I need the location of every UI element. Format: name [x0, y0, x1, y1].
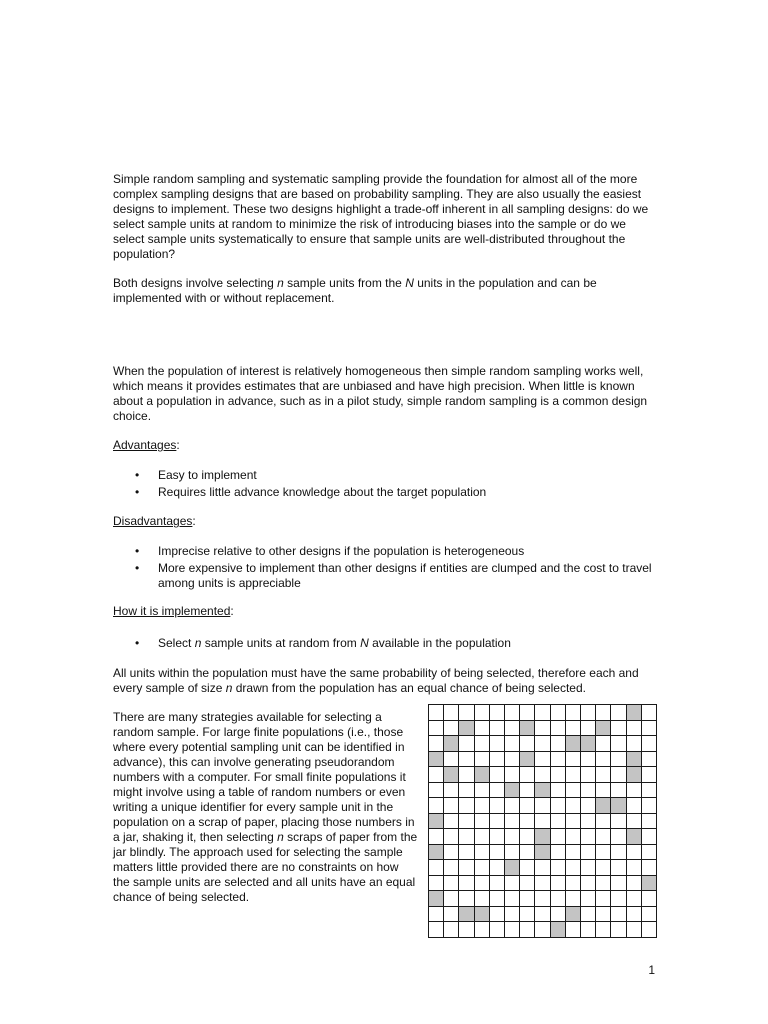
grid-cell [443, 751, 459, 767]
grid-cell [595, 813, 611, 829]
grid-cell [595, 751, 611, 767]
grid-cell [474, 813, 490, 829]
selected-grid-cell [595, 797, 611, 814]
grid-cell [550, 890, 566, 907]
grid-cell [428, 797, 444, 814]
list-item: • Requires little advance knowledge about the target population [113, 485, 658, 500]
grid-cell [626, 720, 642, 736]
grid-cell [474, 797, 490, 814]
grid-cell [489, 844, 505, 860]
grid-cell [641, 704, 657, 721]
grid-cell [428, 875, 444, 891]
grid-cell [595, 875, 611, 891]
grid-cell [565, 782, 581, 798]
grid-cell [626, 813, 642, 829]
grid-cell [534, 797, 551, 814]
grid-cell [595, 735, 611, 752]
list-item: • Easy to implement [113, 468, 658, 483]
grid-cell [565, 751, 581, 767]
grid-cell [595, 766, 611, 783]
grid-cell [550, 704, 566, 721]
grid-cell [504, 735, 520, 752]
grid-cell [580, 890, 596, 907]
selected-grid-cell [519, 751, 535, 767]
grid-cell [641, 813, 657, 829]
grid-cell [565, 766, 581, 783]
grid-cell [534, 813, 551, 829]
grid-cell [610, 875, 627, 891]
grid-cell [443, 782, 459, 798]
advantages-list [113, 468, 658, 502]
grid-cell [489, 906, 505, 922]
grid-cell [443, 844, 459, 860]
implementation-heading: How it is implemented: [113, 604, 234, 618]
list-item: • Select n sample units at random from N available in the population [113, 636, 658, 651]
grid-cell [534, 751, 551, 767]
grid-cell [534, 906, 551, 922]
grid-cell [580, 859, 596, 876]
grid-cell [489, 828, 505, 845]
grid-cell [580, 875, 596, 891]
grid-cell [489, 782, 505, 798]
grid-cell [580, 828, 596, 845]
grid-cell [489, 797, 505, 814]
grid-cell [519, 828, 535, 845]
grid-cell [474, 782, 490, 798]
grid-cell [641, 751, 657, 767]
selected-grid-cell [474, 766, 490, 783]
grid-cell [443, 875, 459, 891]
grid-cell [504, 844, 520, 860]
grid-cell [458, 844, 475, 860]
grid-cell [595, 921, 611, 938]
grid-cell [580, 766, 596, 783]
selected-grid-cell [626, 828, 642, 845]
grid-cell [489, 921, 505, 938]
grid-cell [641, 766, 657, 783]
grid-cell [458, 735, 475, 752]
grid-cell [626, 859, 642, 876]
grid-cell [610, 921, 627, 938]
grid-cell [519, 704, 535, 721]
selected-grid-cell [519, 720, 535, 736]
selected-grid-cell [443, 735, 459, 752]
grid-cell [641, 890, 657, 907]
grid-cell [641, 735, 657, 752]
grid-cell [474, 704, 490, 721]
grid-cell [519, 782, 535, 798]
grid-cell [458, 859, 475, 876]
grid-cell [489, 859, 505, 876]
grid-cell [474, 844, 490, 860]
grid-cell [504, 766, 520, 783]
grid-cell [580, 797, 596, 814]
grid-cell [474, 921, 490, 938]
grid-cell [489, 890, 505, 907]
grid-cell [534, 720, 551, 736]
equal-probability-paragraph: All units within the population must have the same probability of being selected, therefore each and every sample of size n drawn from the population has an equal chance of being selected. [113, 666, 639, 695]
grid-cell [504, 751, 520, 767]
grid-cell [626, 921, 642, 938]
advantages-heading: Advantages: [113, 438, 180, 452]
grid-cell [610, 906, 627, 922]
selected-grid-cell [626, 766, 642, 783]
grid-cell [550, 906, 566, 922]
grid-cell [443, 813, 459, 829]
disadvantages-list [113, 544, 658, 593]
grid-cell [428, 828, 444, 845]
grid-cell [519, 921, 535, 938]
grid-cell [458, 751, 475, 767]
grid-cell [641, 782, 657, 798]
selected-grid-cell [458, 720, 475, 736]
grid-cell [504, 720, 520, 736]
selected-grid-cell [504, 782, 520, 798]
grid-cell [550, 828, 566, 845]
grid-cell [595, 859, 611, 876]
grid-cell [458, 813, 475, 829]
grid-cell [550, 735, 566, 752]
grid-cell [550, 720, 566, 736]
grid-cell [626, 875, 642, 891]
grid-cell [641, 828, 657, 845]
srs-paragraph: When the population of interest is relatively homogeneous then simple random sampling works well, which means it provides estimates that are unbiased and have high precision. When little is known about a population in advance, such as in a pilot study, simple random sampling is a common design choice. [113, 364, 648, 423]
selected-grid-cell [474, 906, 490, 922]
grid-cell [626, 735, 642, 752]
grid-cell [641, 720, 657, 736]
grid-cell [550, 875, 566, 891]
grid-cell [443, 921, 459, 938]
grid-cell [595, 906, 611, 922]
grid-cell [550, 782, 566, 798]
grid-cell [519, 875, 535, 891]
selected-grid-cell [428, 751, 444, 767]
grid-cell [474, 859, 490, 876]
grid-cell [504, 797, 520, 814]
grid-cell [443, 704, 459, 721]
grid-cell [428, 704, 444, 721]
implementation-list [113, 636, 658, 653]
grid-cell [443, 720, 459, 736]
selected-grid-cell [534, 828, 551, 845]
grid-cell [489, 704, 505, 721]
grid-cell [534, 921, 551, 938]
grid-cell [550, 813, 566, 829]
grid-cell [489, 735, 505, 752]
grid-cell [504, 704, 520, 721]
grid-cell [565, 859, 581, 876]
selected-grid-cell [565, 906, 581, 922]
grid-cell [489, 766, 505, 783]
selected-grid-cell [428, 890, 444, 907]
grid-cell [519, 844, 535, 860]
grid-cell [580, 844, 596, 860]
grid-cell [534, 859, 551, 876]
grid-cell [458, 890, 475, 907]
grid-cell [626, 890, 642, 907]
grid-cell [489, 875, 505, 891]
grid-cell [641, 906, 657, 922]
grid-cell [550, 859, 566, 876]
grid-cell [595, 704, 611, 721]
grid-cell [595, 890, 611, 907]
grid-cell [519, 813, 535, 829]
list-item: • Imprecise relative to other designs if the population is heterogeneous [113, 544, 658, 559]
selected-grid-cell [610, 797, 627, 814]
grid-cell [610, 751, 627, 767]
grid-cell [443, 828, 459, 845]
selected-grid-cell [443, 766, 459, 783]
grid-cell [610, 720, 627, 736]
grid-cell [443, 797, 459, 814]
grid-cell [565, 813, 581, 829]
grid-cell [565, 704, 581, 721]
grid-cell [443, 906, 459, 922]
grid-cell [474, 890, 490, 907]
grid-cell [489, 720, 505, 736]
selected-grid-cell [626, 751, 642, 767]
intro-paragraph: Simple random sampling and systematic sampling provide the foundation for almost all of the more complex sampling designs that are based on probability sampling. They are also usually the easiest designs to implement. These two designs highlight a trade-off inherent in all sampling designs: do we select sample units at random to minimize the risk of introducing biases into the sample or do we select sample units systematically to ensure that sample units are well-distributed throughout the population? [113, 172, 649, 261]
grid-cell [504, 828, 520, 845]
grid-cell [443, 859, 459, 876]
grid-cell [519, 766, 535, 783]
grid-cell [428, 782, 444, 798]
grid-cell [474, 735, 490, 752]
grid-cell [534, 704, 551, 721]
grid-cell [534, 890, 551, 907]
grid-cell [428, 906, 444, 922]
grid-cell [580, 720, 596, 736]
grid-cell [519, 890, 535, 907]
grid-cell [565, 921, 581, 938]
grid-cell [443, 890, 459, 907]
grid-cell [565, 875, 581, 891]
grid-cell [519, 797, 535, 814]
grid-cell [504, 875, 520, 891]
selected-grid-cell [504, 859, 520, 876]
grid-cell [428, 735, 444, 752]
grid-cell [610, 844, 627, 860]
grid-cell [580, 813, 596, 829]
designs-paragraph: Both designs involve selecting n sample units from the N units in the population and can be implemented with or without replacement. [113, 276, 597, 305]
selected-grid-cell [550, 921, 566, 938]
grid-cell [610, 859, 627, 876]
selected-grid-cell [580, 735, 596, 752]
grid-cell [626, 797, 642, 814]
grid-cell [474, 875, 490, 891]
grid-cell [428, 859, 444, 876]
selected-grid-cell [565, 735, 581, 752]
grid-cell [641, 844, 657, 860]
grid-cell [610, 704, 627, 721]
grid-cell [595, 844, 611, 860]
grid-cell [458, 766, 475, 783]
grid-cell [534, 766, 551, 783]
grid-cell [610, 782, 627, 798]
grid-cell [458, 828, 475, 845]
grid-cell [474, 720, 490, 736]
grid-cell [580, 921, 596, 938]
selected-grid-cell [428, 844, 444, 860]
grid-cell [626, 782, 642, 798]
grid-cell [458, 704, 475, 721]
grid-cell [595, 782, 611, 798]
grid-cell [580, 906, 596, 922]
grid-cell [458, 797, 475, 814]
grid-cell [534, 875, 551, 891]
strategies-paragraph: There are many strategies available for selecting a random sample. For large finite populations (i.e., those where every potential sampling unit can be identified in advance), this can involve generating pseudorandom numbers with a computer. For small finite populations it might involve using a table of random numbers or even writing a unique identifier for every sample unit in the population on a scrap of paper, placing those numbers in a jar, shaking it, then selecting n scraps of paper from the jar blindly. The approach used for selecting the sample matters little provided there are no constraints on how the sample units are selected and all units have an equal chance of being selected. [113, 710, 418, 904]
grid-cell [610, 813, 627, 829]
grid-cell [519, 735, 535, 752]
grid-cell [458, 921, 475, 938]
grid-cell [626, 906, 642, 922]
grid-cell [428, 921, 444, 938]
grid-cell [519, 906, 535, 922]
grid-cell [550, 751, 566, 767]
grid-cell [489, 813, 505, 829]
grid-cell [626, 844, 642, 860]
grid-cell [489, 751, 505, 767]
grid-cell [504, 921, 520, 938]
grid-cell [580, 751, 596, 767]
grid-cell [610, 890, 627, 907]
grid-cell [641, 797, 657, 814]
selected-grid-cell [534, 782, 551, 798]
grid-cell [641, 859, 657, 876]
grid-cell [474, 751, 490, 767]
selected-grid-cell [428, 813, 444, 829]
grid-cell [504, 813, 520, 829]
grid-cell [565, 890, 581, 907]
grid-cell [565, 844, 581, 860]
selected-grid-cell [534, 844, 551, 860]
selected-grid-cell [458, 906, 475, 922]
grid-cell [610, 766, 627, 783]
grid-cell [550, 844, 566, 860]
grid-cell [458, 875, 475, 891]
grid-cell [565, 720, 581, 736]
grid-cell [610, 828, 627, 845]
grid-cell [550, 797, 566, 814]
grid-cell [580, 782, 596, 798]
list-item: • More expensive to implement than other designs if entities are clumped and the cost to travel among units is appreciable [113, 561, 658, 591]
selected-grid-cell [595, 720, 611, 736]
grid-cell [474, 828, 490, 845]
grid-cell [565, 828, 581, 845]
grid-cell [565, 797, 581, 814]
disadvantages-heading: Disadvantages: [113, 514, 196, 528]
selected-grid-cell [641, 875, 657, 891]
grid-cell [641, 921, 657, 938]
grid-cell [504, 906, 520, 922]
grid-cell [580, 704, 596, 721]
sampling-grid-figure [428, 704, 656, 937]
selected-grid-cell [626, 704, 642, 721]
grid-cell [550, 766, 566, 783]
grid-cell [504, 890, 520, 907]
grid-cell [428, 720, 444, 736]
grid-cell [458, 782, 475, 798]
grid-cell [534, 735, 551, 752]
grid-cell [595, 828, 611, 845]
grid-cell [519, 859, 535, 876]
grid-cell [610, 735, 627, 752]
page-number: 1 [648, 963, 655, 977]
grid-cell [428, 766, 444, 783]
